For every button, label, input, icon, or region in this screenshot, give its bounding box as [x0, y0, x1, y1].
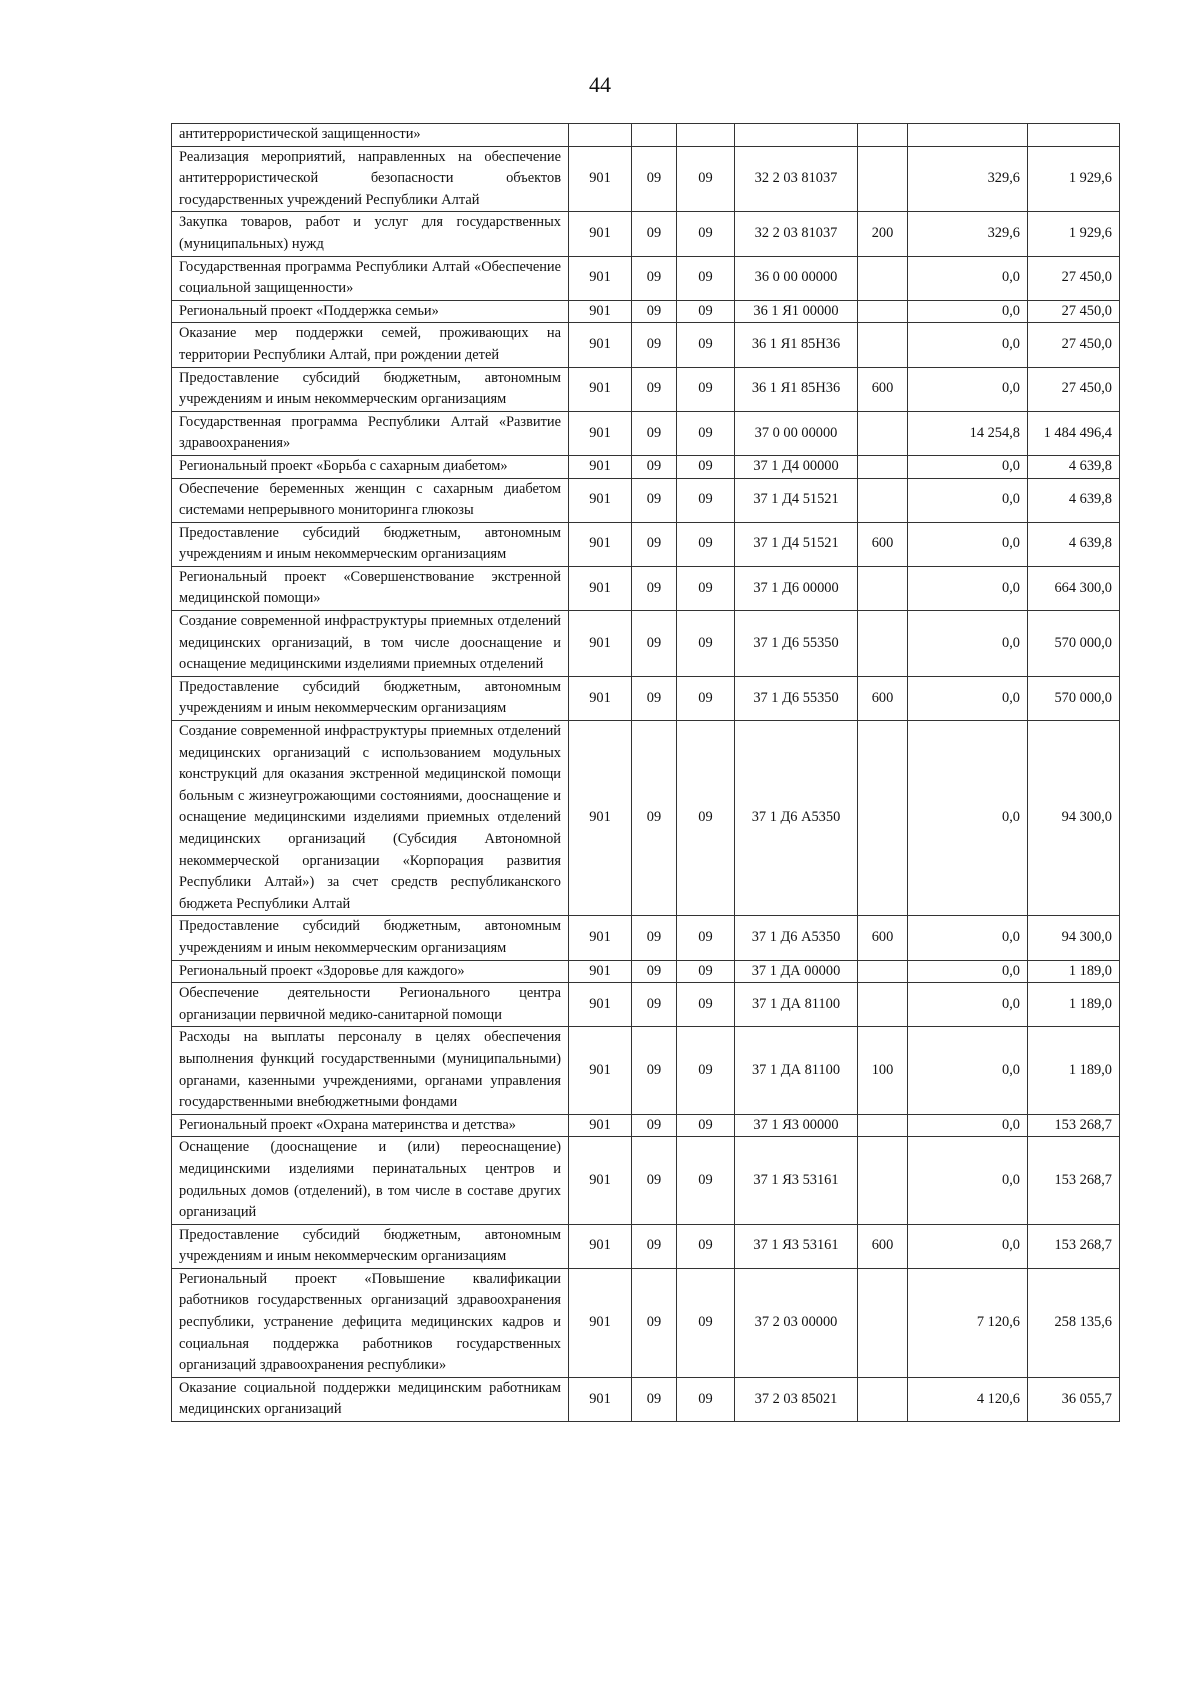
amount-cell-2: 1 189,0	[1028, 1027, 1120, 1114]
section-cell: 09	[632, 1027, 677, 1114]
grbs-cell: 901	[569, 1224, 632, 1268]
subsection-cell: 09	[677, 478, 735, 522]
subsection-cell: 09	[677, 212, 735, 256]
amount-cell-2: 36 055,7	[1028, 1377, 1120, 1421]
grbs-cell: 901	[569, 300, 632, 323]
expense-type-cell	[858, 411, 908, 455]
grbs-cell: 901	[569, 566, 632, 610]
subsection-cell: 09	[677, 1377, 735, 1421]
amount-cell-2: 664 300,0	[1028, 566, 1120, 610]
item-name-cell: Предоставление субсидий бюджетным, автономным учреждениям и иным некоммерческим организациям	[172, 522, 569, 566]
item-name-cell: Создание современной инфраструктуры приемных отделений медицинских организаций с использованием модульных конструкций для оказания экстренной медицинской помощи больным с жизнеугрожающими состояниями, дооснащение и оснащение медицинскими изделиями приемных отделений медицинских организаций (Субсидия Автономной некоммерческой организации «Корпорация развития Республики Алтай») за счет средств республиканского бюджета Республики Алтай	[172, 721, 569, 916]
amount-cell-1: 0,0	[908, 983, 1028, 1027]
item-name-cell: Региональный проект «Здоровье для каждого»	[172, 960, 569, 983]
section-cell: 09	[632, 1137, 677, 1224]
table-row	[172, 721, 1120, 916]
subsection-cell: 09	[677, 1027, 735, 1114]
amount-cell-2: 94 300,0	[1028, 916, 1120, 960]
amount-cell-2: 1 189,0	[1028, 983, 1120, 1027]
item-name-cell: антитеррористической защищенности»	[172, 124, 569, 147]
amount-cell-1: 0,0	[908, 1224, 1028, 1268]
section-cell: 09	[632, 367, 677, 411]
amount-cell-1: 14 254,8	[908, 411, 1028, 455]
section-cell: 09	[632, 212, 677, 256]
amount-cell-2: 27 450,0	[1028, 300, 1120, 323]
table-row	[172, 478, 1120, 522]
table-row	[172, 983, 1120, 1027]
target-article-cell: 37 1 ДА 00000	[735, 960, 858, 983]
section-cell: 09	[632, 478, 677, 522]
item-name-cell: Предоставление субсидий бюджетным, автономным учреждениям и иным некоммерческим организациям	[172, 367, 569, 411]
table-row	[172, 960, 1120, 983]
grbs-cell: 901	[569, 455, 632, 478]
table-row	[172, 367, 1120, 411]
amount-cell-2: 1 929,6	[1028, 146, 1120, 212]
grbs-cell: 901	[569, 478, 632, 522]
subsection-cell: 09	[677, 566, 735, 610]
item-name-cell: Государственная программа Республики Алтай «Развитие здравоохранения»	[172, 411, 569, 455]
target-article-cell: 37 1 Д4 51521	[735, 478, 858, 522]
amount-cell-2: 570 000,0	[1028, 611, 1120, 677]
section-cell: 09	[632, 1268, 677, 1377]
amount-cell-2: 4 639,8	[1028, 478, 1120, 522]
target-article-cell: 37 1 Я3 53161	[735, 1137, 858, 1224]
expense-type-cell	[858, 960, 908, 983]
expense-type-cell	[858, 566, 908, 610]
expense-type-cell: 200	[858, 212, 908, 256]
grbs-cell: 901	[569, 522, 632, 566]
table-row	[172, 256, 1120, 300]
target-article-cell: 36 1 Я1 85Н36	[735, 367, 858, 411]
table-row	[172, 1114, 1120, 1137]
amount-cell-1: 0,0	[908, 256, 1028, 300]
target-article-cell: 36 1 Я1 85Н36	[735, 323, 858, 367]
subsection-cell: 09	[677, 960, 735, 983]
section-cell: 09	[632, 611, 677, 677]
subsection-cell: 09	[677, 522, 735, 566]
grbs-cell: 901	[569, 411, 632, 455]
amount-cell-1: 0,0	[908, 478, 1028, 522]
expense-type-cell: 600	[858, 916, 908, 960]
item-name-cell: Закупка товаров, работ и услуг для государственных (муниципальных) нужд	[172, 212, 569, 256]
section-cell: 09	[632, 1224, 677, 1268]
target-article-cell: 37 2 03 85021	[735, 1377, 858, 1421]
section-cell: 09	[632, 983, 677, 1027]
item-name-cell: Обеспечение беременных женщин с сахарным диабетом системами непрерывного мониторинга глюкозы	[172, 478, 569, 522]
amount-cell-2: 153 268,7	[1028, 1114, 1120, 1137]
amount-cell-1: 0,0	[908, 960, 1028, 983]
section-cell: 09	[632, 146, 677, 212]
amount-cell-2: 27 450,0	[1028, 367, 1120, 411]
section-cell: 09	[632, 721, 677, 916]
table-row	[172, 212, 1120, 256]
table-row	[172, 323, 1120, 367]
section-cell	[632, 124, 677, 147]
target-article-cell: 37 1 Д6 А5350	[735, 721, 858, 916]
amount-cell-1	[908, 124, 1028, 147]
budget-table	[171, 123, 1120, 1422]
amount-cell-2: 153 268,7	[1028, 1224, 1120, 1268]
item-name-cell: Расходы на выплаты персоналу в целях обеспечения выполнения функций государственными (муниципальными) органами, казенными учреждениями, органами управления государственными внебюджетными фондами	[172, 1027, 569, 1114]
expense-type-cell	[858, 124, 908, 147]
expense-type-cell	[858, 455, 908, 478]
amount-cell-1: 0,0	[908, 323, 1028, 367]
section-cell: 09	[632, 916, 677, 960]
item-name-cell: Предоставление субсидий бюджетным, автономным учреждениям и иным некоммерческим организациям	[172, 916, 569, 960]
amount-cell-1: 0,0	[908, 916, 1028, 960]
table-row	[172, 411, 1120, 455]
section-cell: 09	[632, 960, 677, 983]
target-article-cell: 37 1 Я3 53161	[735, 1224, 858, 1268]
amount-cell-2: 258 135,6	[1028, 1268, 1120, 1377]
amount-cell-1: 0,0	[908, 676, 1028, 720]
amount-cell-1: 4 120,6	[908, 1377, 1028, 1421]
section-cell: 09	[632, 300, 677, 323]
grbs-cell: 901	[569, 146, 632, 212]
amount-cell-1: 7 120,6	[908, 1268, 1028, 1377]
subsection-cell: 09	[677, 256, 735, 300]
target-article-cell: 32 2 03 81037	[735, 212, 858, 256]
item-name-cell: Оказание социальной поддержки медицинским работникам медицинских организаций	[172, 1377, 569, 1421]
table-body	[172, 124, 1120, 1422]
expense-type-cell	[858, 146, 908, 212]
item-name-cell: Региональный проект «Поддержка семьи»	[172, 300, 569, 323]
target-article-cell: 37 1 Я3 00000	[735, 1114, 858, 1137]
grbs-cell: 901	[569, 1377, 632, 1421]
target-article-cell: 37 1 ДА 81100	[735, 1027, 858, 1114]
subsection-cell: 09	[677, 146, 735, 212]
table-row	[172, 1137, 1120, 1224]
grbs-cell: 901	[569, 256, 632, 300]
amount-cell-1: 0,0	[908, 455, 1028, 478]
amount-cell-1: 0,0	[908, 367, 1028, 411]
expense-type-cell: 600	[858, 1224, 908, 1268]
target-article-cell: 32 2 03 81037	[735, 146, 858, 212]
item-name-cell: Предоставление субсидий бюджетным, автономным учреждениям и иным некоммерческим организациям	[172, 1224, 569, 1268]
subsection-cell	[677, 124, 735, 147]
amount-cell-1: 0,0	[908, 1027, 1028, 1114]
item-name-cell: Реализация мероприятий, направленных на обеспечение антитеррористической безопасности объектов государственных учреждений Республики Алтай	[172, 146, 569, 212]
target-article-cell: 37 1 Д6 А5350	[735, 916, 858, 960]
grbs-cell: 901	[569, 960, 632, 983]
table-row	[172, 611, 1120, 677]
expense-type-cell	[858, 1114, 908, 1137]
target-article-cell: 36 0 00 00000	[735, 256, 858, 300]
subsection-cell: 09	[677, 367, 735, 411]
expense-type-cell	[858, 1268, 908, 1377]
grbs-cell: 901	[569, 212, 632, 256]
expense-type-cell	[858, 1137, 908, 1224]
expense-type-cell	[858, 721, 908, 916]
amount-cell-2: 1 929,6	[1028, 212, 1120, 256]
subsection-cell: 09	[677, 455, 735, 478]
subsection-cell: 09	[677, 611, 735, 677]
grbs-cell: 901	[569, 676, 632, 720]
expense-type-cell	[858, 256, 908, 300]
target-article-cell: 37 1 Д6 00000	[735, 566, 858, 610]
table-row	[172, 124, 1120, 147]
target-article-cell: 37 0 00 00000	[735, 411, 858, 455]
table-row	[172, 300, 1120, 323]
amount-cell-2: 27 450,0	[1028, 323, 1120, 367]
table-row	[172, 146, 1120, 212]
section-cell: 09	[632, 323, 677, 367]
amount-cell-2: 153 268,7	[1028, 1137, 1120, 1224]
amount-cell-2: 570 000,0	[1028, 676, 1120, 720]
item-name-cell: Региональный проект «Совершенствование экстренной медицинской помощи»	[172, 566, 569, 610]
section-cell: 09	[632, 566, 677, 610]
item-name-cell: Региональный проект «Повышение квалификации работников государственных организаций здравоохранения республики, устранение дефицита медицинских кадров и социальная поддержка работников государственных организаций здравоохранения республики»	[172, 1268, 569, 1377]
amount-cell-1: 0,0	[908, 1114, 1028, 1137]
table-row	[172, 1268, 1120, 1377]
table-row	[172, 522, 1120, 566]
target-article-cell: 37 1 Д4 51521	[735, 522, 858, 566]
subsection-cell: 09	[677, 676, 735, 720]
amount-cell-2: 27 450,0	[1028, 256, 1120, 300]
subsection-cell: 09	[677, 1224, 735, 1268]
target-article-cell	[735, 124, 858, 147]
item-name-cell: Создание современной инфраструктуры приемных отделений медицинских организаций, в том числе дооснащение и оснащение медицинскими изделиями приемных отделений	[172, 611, 569, 677]
expense-type-cell: 600	[858, 522, 908, 566]
grbs-cell: 901	[569, 367, 632, 411]
subsection-cell: 09	[677, 323, 735, 367]
subsection-cell: 09	[677, 1137, 735, 1224]
amount-cell-2: 4 639,8	[1028, 455, 1120, 478]
amount-cell-1: 0,0	[908, 1137, 1028, 1224]
section-cell: 09	[632, 256, 677, 300]
section-cell: 09	[632, 455, 677, 478]
subsection-cell: 09	[677, 1114, 735, 1137]
subsection-cell: 09	[677, 411, 735, 455]
amount-cell-1: 329,6	[908, 212, 1028, 256]
item-name-cell: Региональный проект «Борьба с сахарным диабетом»	[172, 455, 569, 478]
grbs-cell: 901	[569, 1268, 632, 1377]
item-name-cell: Обеспечение деятельности Регионального центра организации первичной медико-санитарной помощи	[172, 983, 569, 1027]
table-row	[172, 455, 1120, 478]
item-name-cell: Оказание мер поддержки семей, проживающих на территории Республики Алтай, при рождении детей	[172, 323, 569, 367]
table-row	[172, 566, 1120, 610]
item-name-cell: Региональный проект «Охрана материнства и детства»	[172, 1114, 569, 1137]
item-name-cell: Оснащение (дооснащение и (или) переоснащение) медицинскими изделиями перинатальных центров и родильных домов (отделений), в том числе в составе других организаций	[172, 1137, 569, 1224]
target-article-cell: 37 1 ДА 81100	[735, 983, 858, 1027]
target-article-cell: 36 1 Я1 00000	[735, 300, 858, 323]
expense-type-cell	[858, 983, 908, 1027]
subsection-cell: 09	[677, 1268, 735, 1377]
amount-cell-1: 329,6	[908, 146, 1028, 212]
expense-type-cell: 100	[858, 1027, 908, 1114]
amount-cell-2: 1 189,0	[1028, 960, 1120, 983]
amount-cell-1: 0,0	[908, 566, 1028, 610]
table-row	[172, 1377, 1120, 1421]
subsection-cell: 09	[677, 983, 735, 1027]
grbs-cell: 901	[569, 983, 632, 1027]
table-row	[172, 916, 1120, 960]
expense-type-cell	[858, 478, 908, 522]
table-row	[172, 1224, 1120, 1268]
expense-type-cell: 600	[858, 367, 908, 411]
section-cell: 09	[632, 411, 677, 455]
amount-cell-2: 4 639,8	[1028, 522, 1120, 566]
grbs-cell: 901	[569, 611, 632, 677]
table-row	[172, 1027, 1120, 1114]
subsection-cell: 09	[677, 721, 735, 916]
expense-type-cell	[858, 611, 908, 677]
grbs-cell	[569, 124, 632, 147]
amount-cell-1: 0,0	[908, 611, 1028, 677]
grbs-cell: 901	[569, 916, 632, 960]
amount-cell-2: 1 484 496,4	[1028, 411, 1120, 455]
subsection-cell: 09	[677, 300, 735, 323]
table-row	[172, 676, 1120, 720]
target-article-cell: 37 2 03 00000	[735, 1268, 858, 1377]
amount-cell-1: 0,0	[908, 300, 1028, 323]
expense-type-cell	[858, 323, 908, 367]
section-cell: 09	[632, 1377, 677, 1421]
expense-type-cell: 600	[858, 676, 908, 720]
amount-cell-2: 94 300,0	[1028, 721, 1120, 916]
target-article-cell: 37 1 Д6 55350	[735, 676, 858, 720]
expense-type-cell	[858, 1377, 908, 1421]
item-name-cell: Государственная программа Республики Алтай «Обеспечение социальной защищенности»	[172, 256, 569, 300]
amount-cell-2	[1028, 124, 1120, 147]
subsection-cell: 09	[677, 916, 735, 960]
section-cell: 09	[632, 1114, 677, 1137]
grbs-cell: 901	[569, 1137, 632, 1224]
grbs-cell: 901	[569, 323, 632, 367]
item-name-cell: Предоставление субсидий бюджетным, автономным учреждениям и иным некоммерческим организациям	[172, 676, 569, 720]
target-article-cell: 37 1 Д6 55350	[735, 611, 858, 677]
grbs-cell: 901	[569, 1114, 632, 1137]
amount-cell-1: 0,0	[908, 721, 1028, 916]
expense-type-cell	[858, 300, 908, 323]
amount-cell-1: 0,0	[908, 522, 1028, 566]
grbs-cell: 901	[569, 721, 632, 916]
page-number: 44	[589, 72, 611, 97]
section-cell: 09	[632, 522, 677, 566]
grbs-cell: 901	[569, 1027, 632, 1114]
target-article-cell: 37 1 Д4 00000	[735, 455, 858, 478]
section-cell: 09	[632, 676, 677, 720]
